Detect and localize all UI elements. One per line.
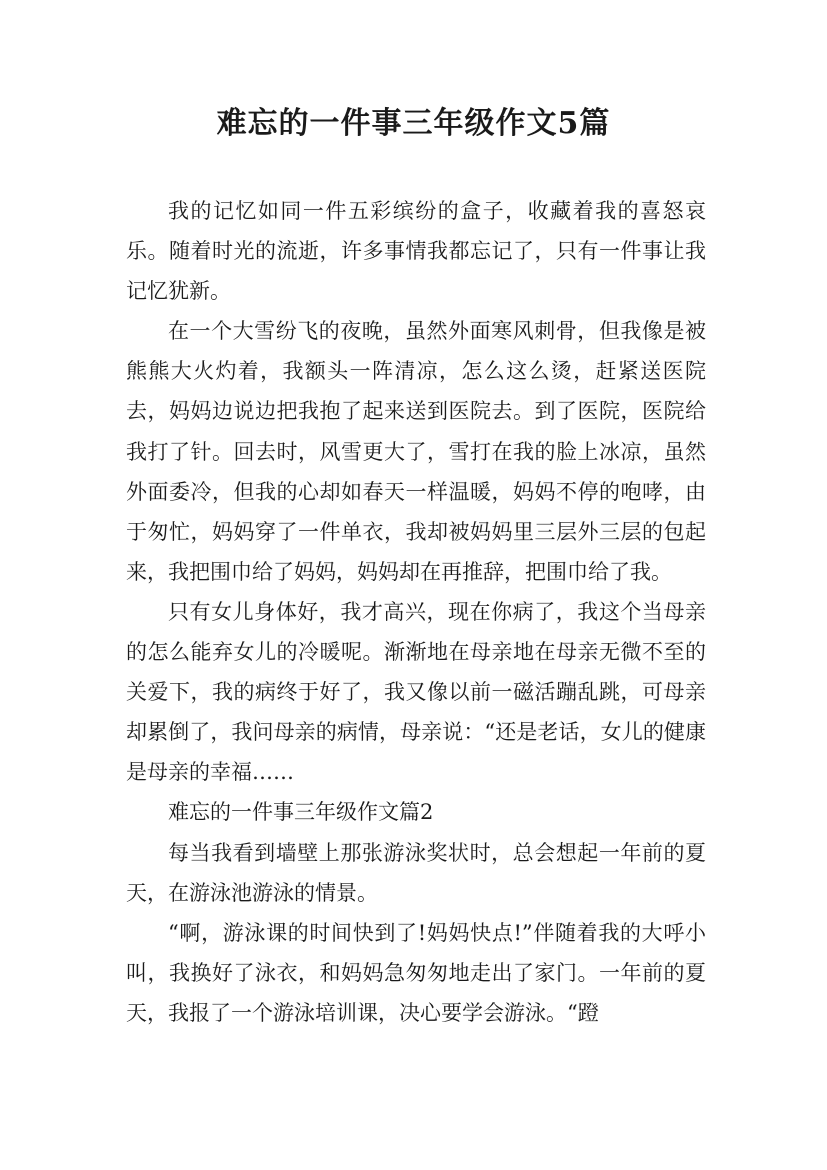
paragraph: 每当我看到墙壁上那张游泳奖状时，总会想起一年前的夏天，在游泳池游泳的情景。 [126,840,706,905]
document-title: 难忘的一件事三年级作文5篇 [216,106,611,141]
paragraph: 在一个大雪纷飞的夜晚，虽然外面寒风刺骨，但我像是被熊熊大火灼着，我额头一阵清凉，怎么这么烫，赶紧送医院去，妈妈边说边把我抱了起来送到医院去。到了医院，医院给我打了针。回去时，风雪更大了，雪打在我的脸上冰凉，虽然外面委冷，但我的心却如春天一样温暖，妈妈不停的咆哮，由于匆忙，妈妈穿了一件单衣，我却被妈妈里三层外三层的包起来，我把围巾给了妈妈，妈妈却在再推辞，把围巾给了我。 [126,319,706,584]
paragraph: 我的记忆如同一件五彩缤纷的盒子，收藏着我的喜怒哀乐。随着时光的流逝，许多事情我都忘记了，只有一件事让我记忆犹新。 [126,199,706,304]
section-heading: 难忘的一件事三年级作文篇2 [168,800,434,825]
paragraph: “啊，游泳课的时间快到了!妈妈快点!”伴随着我的大呼小叫，我换好了泳衣，和妈妈急匆匆地走出了家门。一年前的夏天，我报了一个游泳培训课，决心要学会游泳。“蹬 [126,920,706,1025]
paragraph: 只有女儿身体好，我才高兴，现在你病了，我这个当母亲的怎么能弃女儿的冷暖呢。渐渐地在母亲地在母亲无微不至的关爱下，我的病终于好了，我又像以前一磁活蹦乱跳，可母亲却累倒了，我问母亲的病情，母亲说：“还是老话，女儿的健康是母亲的幸福…… [126,599,706,785]
document-body [126,191,706,1033]
